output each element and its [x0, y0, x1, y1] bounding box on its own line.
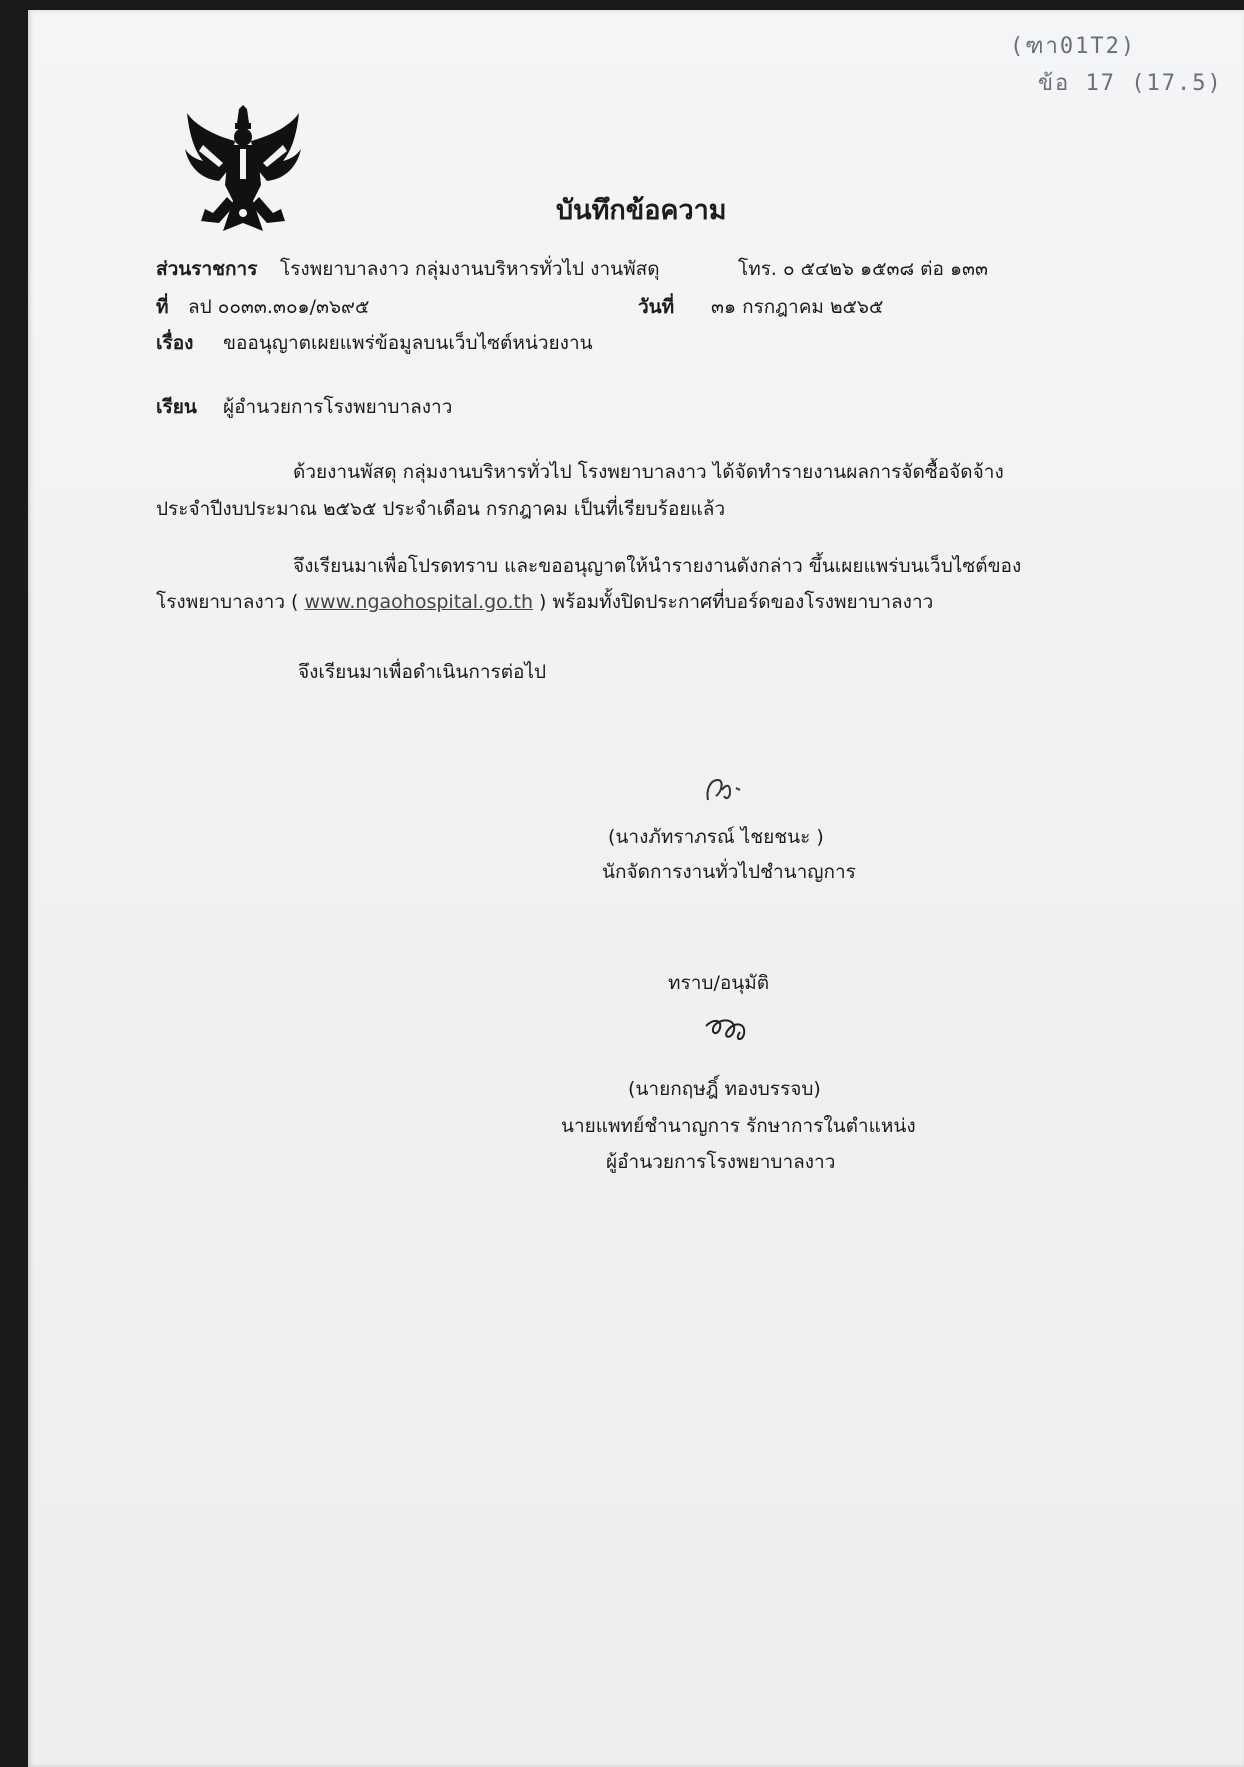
body-paragraph2-line2	[156, 593, 933, 612]
approval-label: ทราบ/อนุมัติ	[668, 972, 770, 994]
date-label: วันที่	[638, 296, 675, 318]
recipient-label: เรียน	[156, 396, 197, 418]
handwritten-note-line1: (ฑา01Т2)	[1010, 34, 1137, 59]
handwritten-note-line2: ข้อ 17 (17.5)	[1038, 71, 1223, 96]
signer2-name: (นายกฤษฎิ์ ทองบรรจบ)	[628, 1078, 821, 1100]
garuda-emblem-icon	[183, 105, 303, 235]
body-paragraph1-line2: ประจำปีงบประมาณ ๒๕๖๕ ประจำเดือน กรกฎาคม เป็นที่เรียบร้อยแล้ว	[156, 498, 726, 520]
signer2-position2: ผู้อำนวยการโรงพยาบาลงาว	[606, 1151, 836, 1173]
subject-value: ขออนุญาตเผยแพร่ข้อมูลบนเว็บไซต์หน่วยงาน	[223, 332, 593, 354]
body-paragraph3: จึงเรียนมาเพื่อดำเนินการต่อไป	[298, 661, 547, 683]
agency-phone: โทร. ๐ ๕๔๒๖ ๑๕๓๘ ต่อ ๑๓๓	[738, 258, 988, 280]
signature-2-icon	[700, 1010, 770, 1050]
website-link[interactable]: www.ngaohospital.go.th	[304, 591, 533, 613]
signer1-name: (นางภัทราภรณ์ ไชยชนะ )	[608, 826, 824, 848]
document-page	[28, 10, 1244, 1767]
signer1-position: นักจัดการงานทั่วไปชำนาญการ	[602, 861, 856, 883]
agency-label: ส่วนราชการ	[156, 258, 258, 280]
ref-label: ที่	[156, 296, 169, 318]
document-title: บันทึกข้อความ	[556, 195, 727, 226]
ref-value: ลป ๐๐๓๓.๓๐๑/๓๖๙๕	[188, 296, 370, 318]
signer2-position1: นายแพทย์ชำนาญการ รักษาการในตำแหน่ง	[561, 1115, 916, 1137]
signature-1-icon	[700, 770, 760, 810]
recipient-value: ผู้อำนวยการโรงพยาบาลงาว	[223, 396, 453, 418]
subject-label: เรื่อง	[156, 332, 194, 354]
agency-value: โรงพยาบาลงาว กลุ่มงานบริหารทั่วไป งานพัสดุ	[280, 258, 660, 280]
body-paragraph2-line2-post: ) พร้อมทั้งปิดประกาศที่บอร์ดของโรงพยาบาลงาว	[539, 591, 934, 613]
body-paragraph2-line1: จึงเรียนมาเพื่อโปรดทราบ และขออนุญาตให้นำรายงานดังกล่าว ขึ้นเผยแพร่บนเว็บไซต์ของ	[293, 555, 1022, 577]
body-paragraph1-line1: ด้วยงานพัสดุ กลุ่มงานบริหารทั่วไป โรงพยาบาลงาว ได้จัดทำรายงานผลการจัดซื้อจัดจ้าง	[293, 461, 1004, 483]
date-value: ๓๑ กรกฎาคม ๒๕๖๕	[711, 296, 884, 318]
body-paragraph2-line2-pre: โรงพยาบาลงาว (	[156, 591, 299, 613]
